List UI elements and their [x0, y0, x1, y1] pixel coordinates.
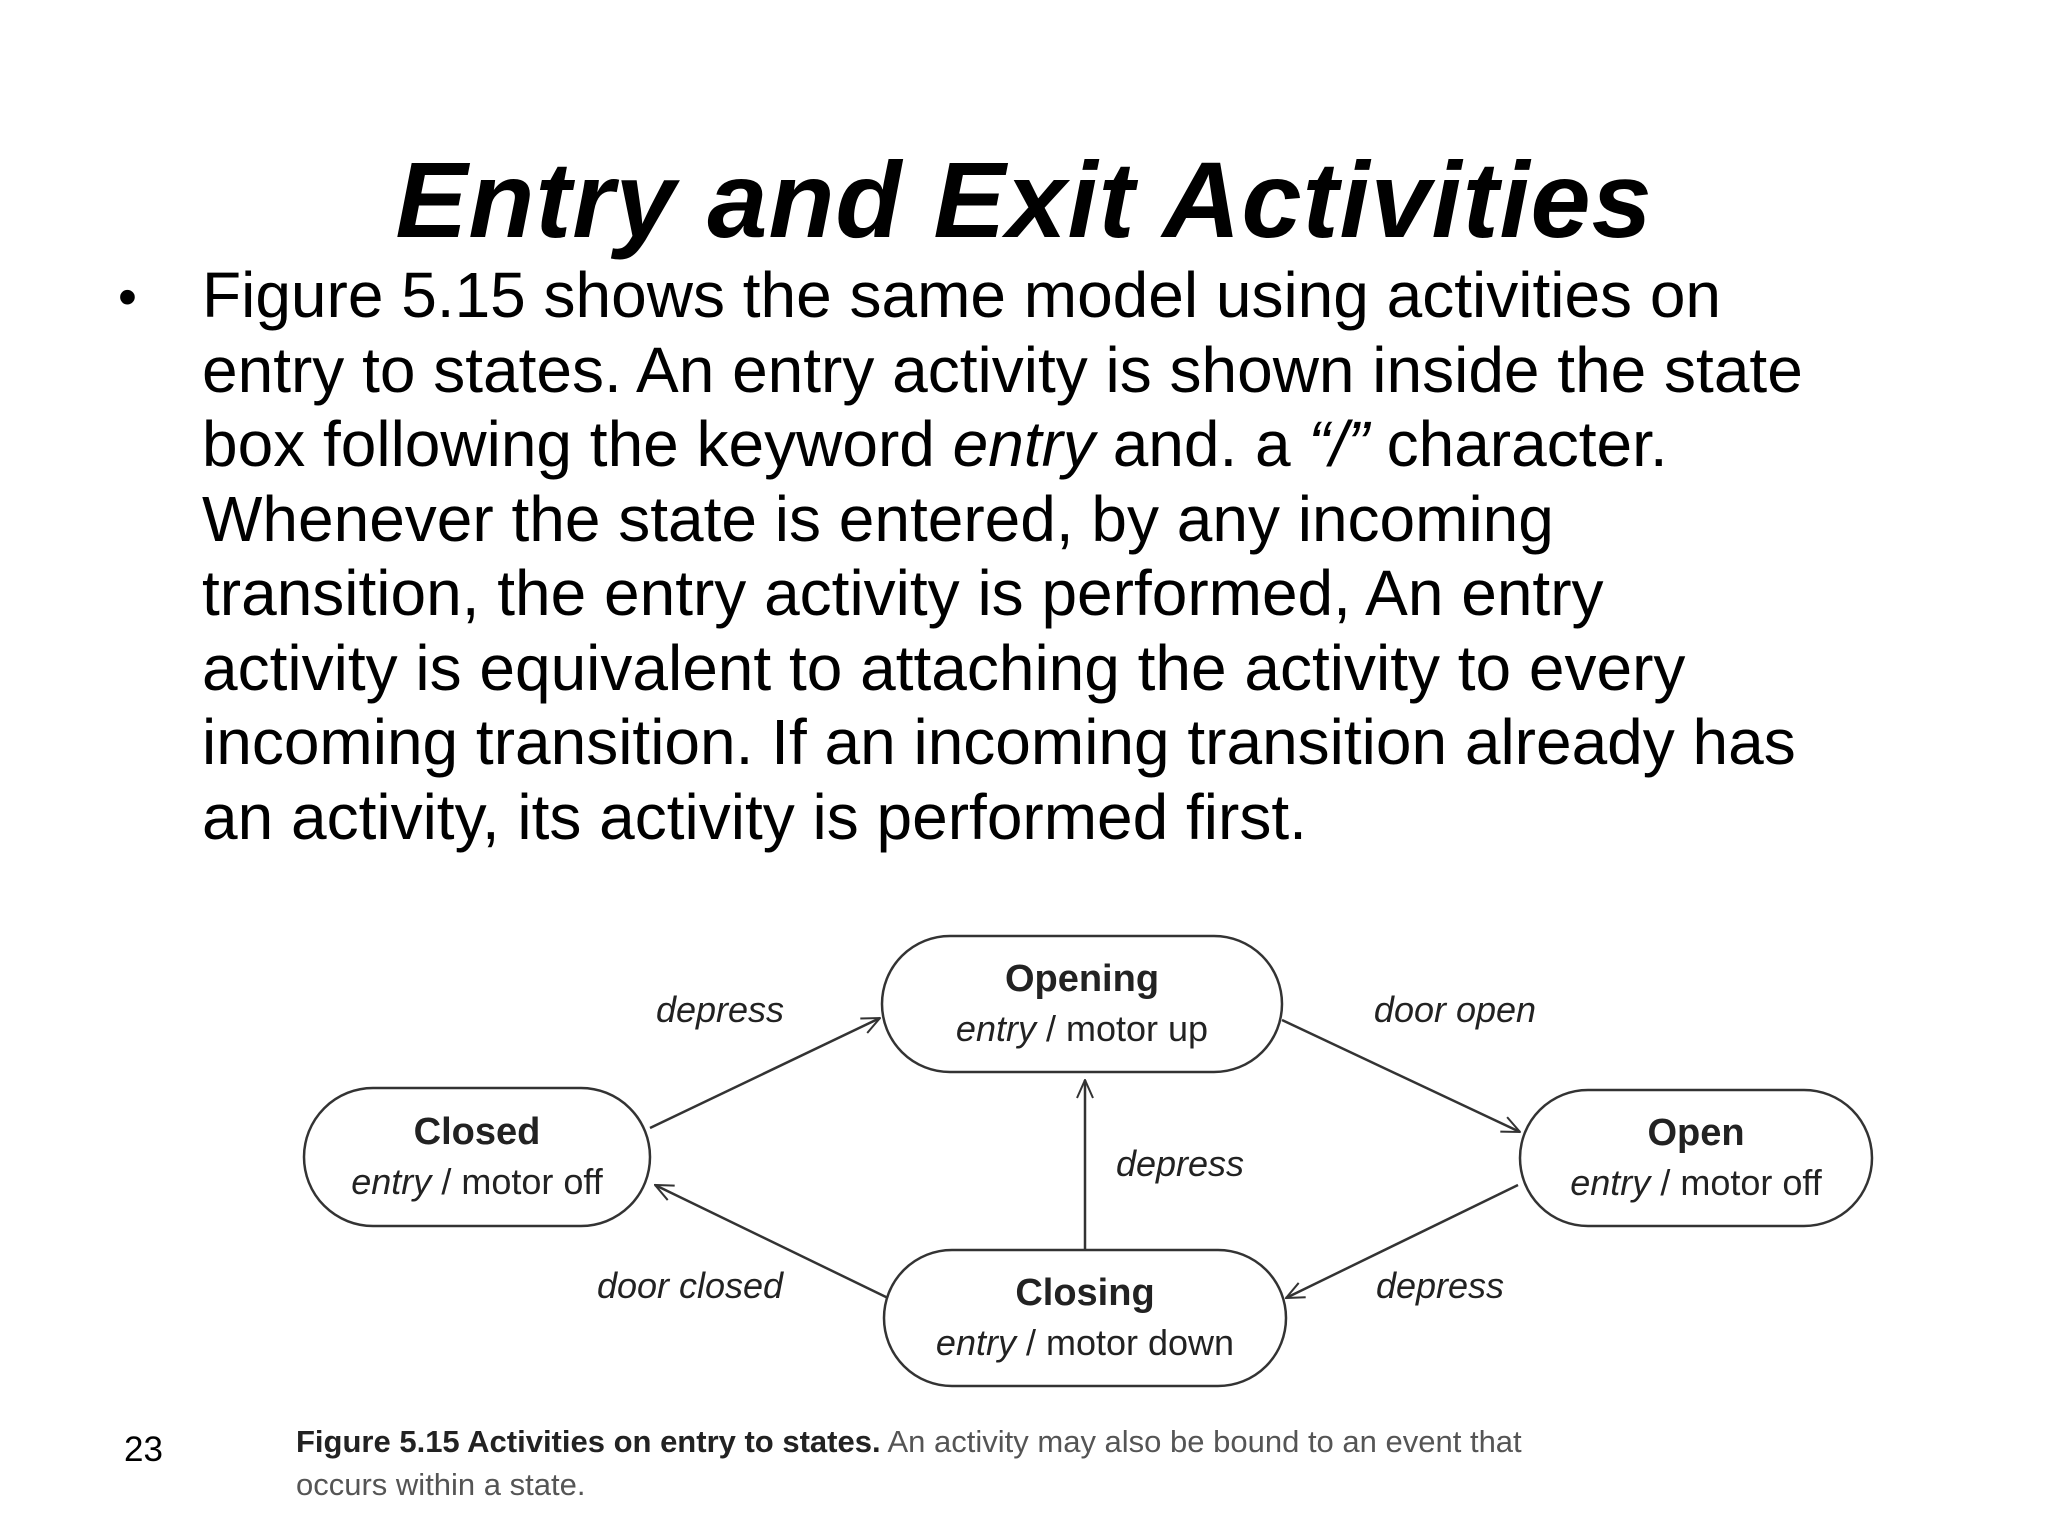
bullet-line-3-end: character.	[1368, 408, 1668, 480]
entry-activity: motor down	[1045, 1322, 1235, 1363]
state-closed-box	[304, 1088, 650, 1226]
bullet-text	[202, 258, 1982, 854]
entry-separator: /	[431, 1161, 462, 1202]
transition-opening-to-open	[1282, 1020, 1520, 1132]
bullet-line-5: transition, the entry activity is performed, An entry	[202, 557, 1604, 629]
label-closing-to-opening: depress	[1115, 1143, 1245, 1184]
bullet-line-6: activity is equivalent to attaching the activity to every	[202, 631, 1686, 704]
state-opening	[882, 936, 1282, 1072]
entry-separator: /	[1650, 1162, 1681, 1203]
label-closed-to-opening: depress	[655, 989, 785, 1030]
state-closing	[884, 1250, 1286, 1386]
entry-keyword: entry	[935, 1322, 1016, 1363]
label-open-to-closing: depress	[1375, 1265, 1505, 1306]
entry-activity: motor off	[1680, 1162, 1822, 1203]
state-opening-name: Opening	[1004, 958, 1160, 1000]
entry-separator: /	[1035, 1008, 1066, 1049]
slide-title: Entry and Exit Activities	[395, 139, 1653, 260]
caption-label: Figure 5.15 Activities on entry to states.	[296, 1424, 881, 1459]
caption-line-2: occurs within a state.	[296, 1467, 586, 1502]
state-closing-entry	[936, 1322, 1234, 1363]
state-opening-entry	[956, 1008, 1208, 1049]
caption-text: An activity may also be bound to an event that	[880, 1424, 1522, 1459]
bullet-line-4: Whenever the state is entered, by any incoming	[202, 482, 1554, 555]
state-closing-name: Closing	[1015, 1272, 1155, 1314]
page-number: 23	[124, 1430, 163, 1469]
state-closing-box	[884, 1250, 1286, 1386]
state-closed-entry	[351, 1161, 603, 1202]
transition-closed-to-opening	[650, 1018, 880, 1128]
state-open-box	[1520, 1090, 1872, 1226]
slash-quote: “/”	[1308, 408, 1369, 480]
entry-keyword: entry	[1570, 1162, 1651, 1203]
bullet-line-3	[202, 407, 1982, 482]
state-diagram	[290, 920, 1890, 1400]
state-opening-box	[882, 936, 1282, 1072]
caption-line-1	[296, 1420, 1756, 1463]
bullet-line-7: incoming transition. If an incoming transition already has	[202, 706, 1796, 778]
label-opening-to-open: door open	[1373, 989, 1537, 1030]
state-closed	[304, 1088, 650, 1226]
bullet-line-2: entry to states. An entry activity is shown inside the state	[202, 333, 1803, 406]
entry-keyword: entry	[351, 1161, 432, 1202]
bullet-marker: •	[118, 267, 137, 327]
keyword-entry: entry	[952, 408, 1095, 480]
state-closed-name: Closed	[413, 1111, 541, 1153]
bullet-line-1: Figure 5.15 shows the same model using activities on	[202, 259, 1721, 331]
state-open-entry	[1570, 1162, 1822, 1203]
figure-caption	[296, 1420, 1756, 1506]
entry-activity: motor off	[461, 1161, 603, 1202]
bullet-line-3-start: box following the keyword	[202, 408, 953, 480]
bullet-line-3-mid: and. a	[1094, 408, 1309, 480]
label-closing-to-closed: door closed	[596, 1265, 784, 1306]
entry-keyword: entry	[955, 1008, 1036, 1049]
state-open-name: Open	[1647, 1112, 1745, 1154]
entry-activity: motor up	[1065, 1008, 1209, 1049]
entry-separator: /	[1015, 1322, 1046, 1363]
state-open	[1520, 1090, 1872, 1226]
bullet-line-8: an activity, its activity is performed first.	[202, 780, 1307, 853]
